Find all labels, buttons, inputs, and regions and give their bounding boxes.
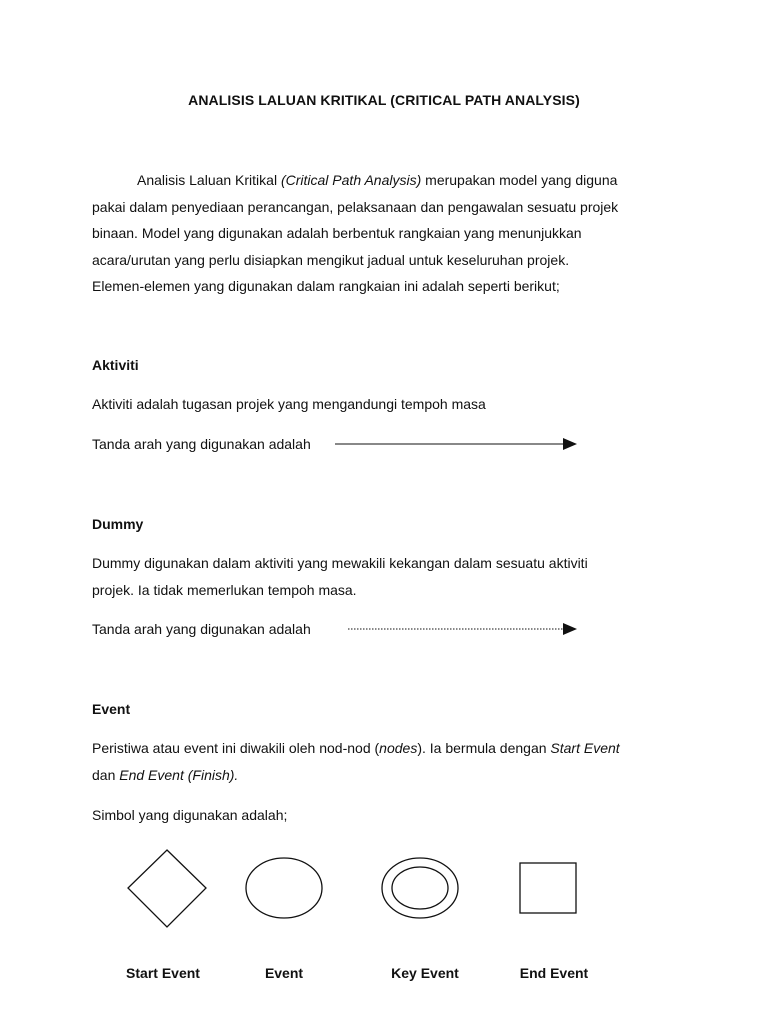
intro-line-3: binaan. Model yang digunakan adalah berbentuk rangkaian yang menunjukkan: [92, 225, 582, 241]
intro-line-1: Analisis Laluan Kritikal (Critical Path Analysis) merupakan model yang diguna: [137, 172, 618, 188]
symbol-label-start-event: Start Event: [126, 965, 200, 981]
symbol-label-event: Event: [264, 965, 304, 981]
dummy-description-line-2: projek. Ia tidak memerlukan tempoh masa.: [92, 582, 357, 598]
dummy-heading: Dummy: [92, 516, 144, 532]
aktiviti-description: Aktiviti adalah tugasan projek yang mengandungi tempoh masa: [92, 396, 486, 412]
dummy-description-line-1: Dummy digunakan dalam aktiviti yang mewakili kekangan dalam sesuatu aktiviti: [92, 555, 588, 571]
aktiviti-heading: Aktiviti: [92, 357, 139, 373]
ellipse-icon: [246, 858, 322, 918]
document-title: ANALISIS LALUAN KRITIKAL (CRITICAL PATH ANALYSIS): [188, 92, 580, 108]
square-icon: [520, 863, 576, 913]
double-ellipse-icon: [382, 858, 458, 918]
aktiviti-arrow-label: Tanda arah yang digunakan adalah: [92, 436, 311, 452]
symbol-label-end-event: End Event: [519, 965, 589, 981]
intro-line-2: pakai dalam penyediaan perancangan, pelaksanaan dan pengawalan sesuatu projek: [92, 198, 619, 215]
event-description-line-2: dan End Event (Finish).: [92, 767, 239, 783]
dummy-arrow-label: Tanda arah yang digunakan adalah: [92, 621, 311, 637]
symbol-intro: Simbol yang digunakan adalah;: [92, 807, 288, 823]
event-heading: Event: [92, 701, 131, 717]
symbol-label-key-event: Key Event: [391, 965, 459, 981]
intro-line-5: Elemen-elemen yang digunakan dalam rangkaian ini adalah seperti berikut;: [92, 278, 560, 294]
event-description-line-1: Peristiwa atau event ini diwakili oleh nod-nod (nodes). Ia bermula dengan Start Event: [92, 740, 620, 756]
diamond-icon: [128, 850, 206, 927]
intro-line-4: acara/urutan yang perlu disiapkan mengikut jadual untuk keseluruhan projek.: [92, 251, 570, 268]
intro-italic-term: (Critical Path Analysis): [280, 172, 422, 188]
